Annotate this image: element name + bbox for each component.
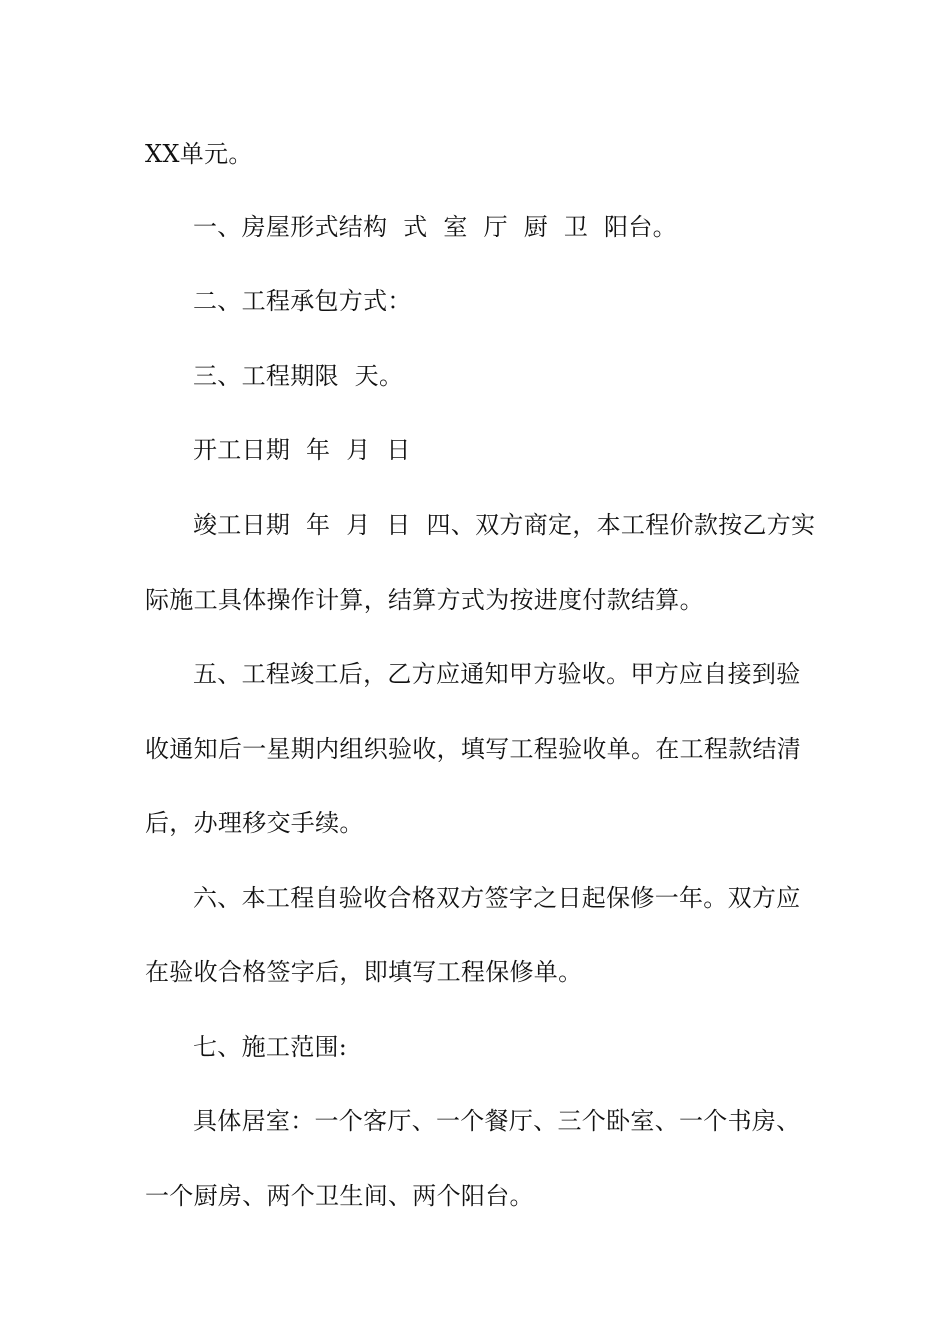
- text-line-completion-date: 竣工日期 年 月 日 四、双方商定，本工程价款按乙方实: [193, 511, 816, 539]
- text-line-start-date: 开工日期 年 月 日: [193, 436, 411, 464]
- text-line-scope-heading: 七、施工范围:: [193, 1033, 348, 1061]
- text-line-warranty-1: 六、本工程自验收合格双方签字之日起保修一年。双方应: [193, 884, 801, 912]
- text-line-acceptance-2: 收通知后一星期内组织验收，填写工程验收单。在工程款结清: [145, 735, 802, 763]
- text-line-rooms-1: 具体居室：一个客厅、一个餐厅、三个卧室、一个书房、: [193, 1107, 801, 1135]
- text-line-contract-method: 二、工程承包方式：: [193, 287, 412, 315]
- text-line-settlement: 际施工具体操作计算，结算方式为按进度付款结算。: [145, 586, 704, 614]
- text-line-acceptance-3: 后，办理移交手续。: [145, 809, 364, 837]
- text-line-project-period: 三、工程期限 天。: [193, 362, 404, 390]
- text-line-rooms-2: 一个厨房、两个卫生间、两个阳台。: [145, 1182, 534, 1210]
- text-line-acceptance-1: 五、工程竣工后，乙方应通知甲方验收。甲方应自接到验: [193, 660, 801, 688]
- text-line-house-structure: 一、房屋形式结构 式 室 厅 厨 卫 阳台。: [193, 213, 677, 241]
- text-line-warranty-2: 在验收合格签字后，即填写工程保修单。: [145, 958, 583, 986]
- text-line-unit: XX单元。: [145, 140, 253, 168]
